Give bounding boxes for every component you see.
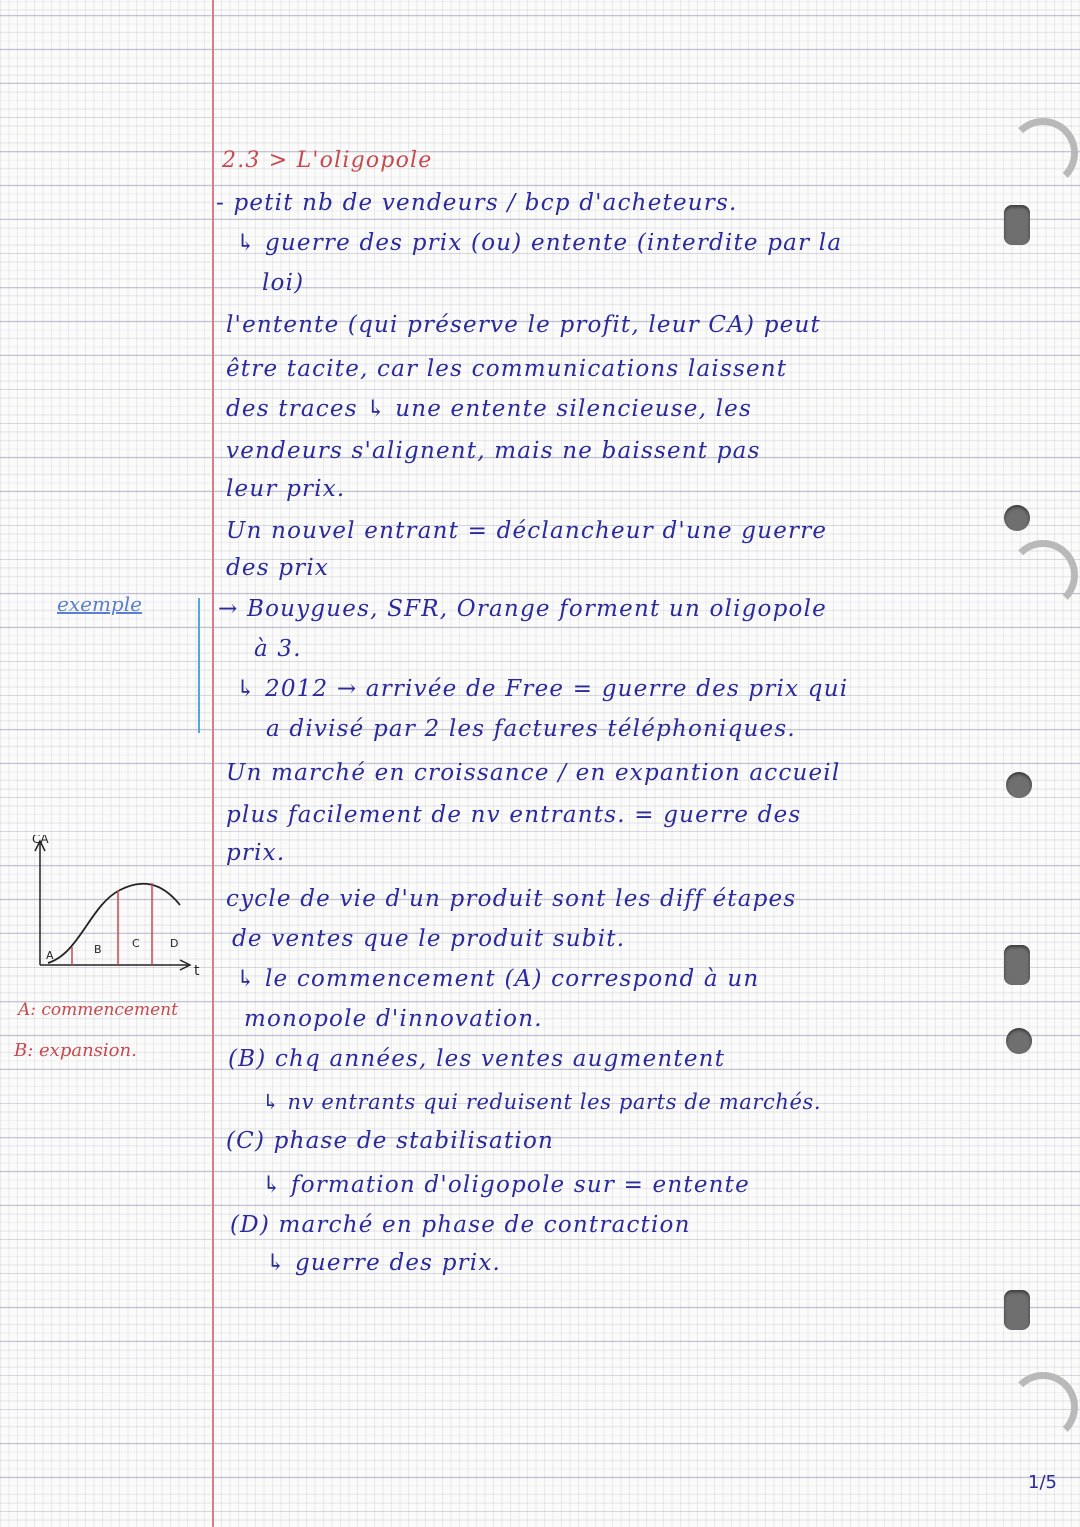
note-line: plus facilement de nv entrants. = guerre des	[226, 802, 802, 828]
binder-hole-icon	[1004, 205, 1030, 245]
page-number: 1/5	[1028, 1472, 1057, 1493]
note-line: l'entente (qui préserve le profit, leur CA) peut	[226, 312, 821, 338]
binder-hole-icon	[1006, 1028, 1032, 1054]
note-line: cycle de vie d'un produit sont les diff étapes	[226, 886, 797, 912]
note-line: (C) phase de stabilisation	[226, 1128, 554, 1154]
note-line: des prix	[226, 555, 330, 581]
note-line: ↳ 2012 → arrivée de Free = guerre des prix qui	[236, 676, 849, 702]
note-line: de ventes que le produit subit.	[232, 926, 626, 952]
note-line: monopole d'innovation.	[244, 1006, 543, 1032]
note-line: ↳ formation d'oligopole sur = entente	[262, 1172, 750, 1198]
binder-hole-icon	[1004, 945, 1030, 985]
binder-ring-icon	[1008, 118, 1078, 188]
binder-hole-icon	[1006, 772, 1032, 798]
note-line: Un nouvel entrant = déclancheur d'une guerre	[226, 518, 828, 544]
x-axis-label: t	[194, 963, 200, 975]
note-line: ↳ nv entrants qui reduisent les parts de marchés.	[262, 1090, 822, 1114]
note-line: (B) chq années, les ventes augmentent	[228, 1046, 726, 1072]
binder-ring-icon	[1008, 1372, 1078, 1442]
note-line: - petit nb de vendeurs / bcp d'acheteurs.	[216, 190, 738, 216]
margin-note-b: B: expansion.	[14, 1040, 137, 1061]
note-line: ↳ guerre des prix (ou) entente (interdite par la	[236, 230, 843, 256]
phase-label-d: D	[170, 937, 179, 950]
note-line: ↳ le commencement (A) correspond à un	[236, 966, 760, 992]
product-life-cycle-graph	[20, 835, 210, 975]
phase-label-a: A	[46, 949, 54, 962]
note-line: loi)	[262, 270, 305, 296]
y-axis-label: CA	[32, 835, 49, 846]
binder-ring-icon	[1008, 540, 1078, 610]
phase-label-c: C	[132, 937, 140, 950]
note-line: leur prix.	[226, 476, 346, 502]
note-line: être tacite, car les communications laissent	[226, 356, 788, 382]
sales-curve	[48, 884, 180, 963]
example-label: exemple	[57, 592, 142, 616]
note-line: ↳ guerre des prix.	[266, 1250, 502, 1276]
note-line: vendeurs s'alignent, mais ne baissent pas	[226, 438, 761, 464]
note-line: (D) marché en phase de contraction	[230, 1212, 691, 1238]
note-line: des traces ↳ une entente silencieuse, les	[226, 396, 753, 422]
note-line: à 3.	[254, 636, 302, 662]
example-bracket	[198, 598, 200, 733]
note-line: a divisé par 2 les factures téléphoniques.	[266, 716, 796, 742]
phase-label-b: B	[94, 943, 102, 956]
margin-note-a: A: commencement	[18, 1000, 178, 1020]
binder-hole-icon	[1004, 1290, 1030, 1330]
note-line: → Bouygues, SFR, Orange forment un oligopole	[218, 596, 827, 622]
note-line: Un marché en croissance / en expantion accueil	[226, 760, 841, 786]
section-title: 2.3 > L'oligopole	[222, 148, 433, 173]
binder-hole-icon	[1004, 505, 1030, 531]
note-line: prix.	[226, 840, 286, 866]
margin-line	[212, 0, 214, 1527]
